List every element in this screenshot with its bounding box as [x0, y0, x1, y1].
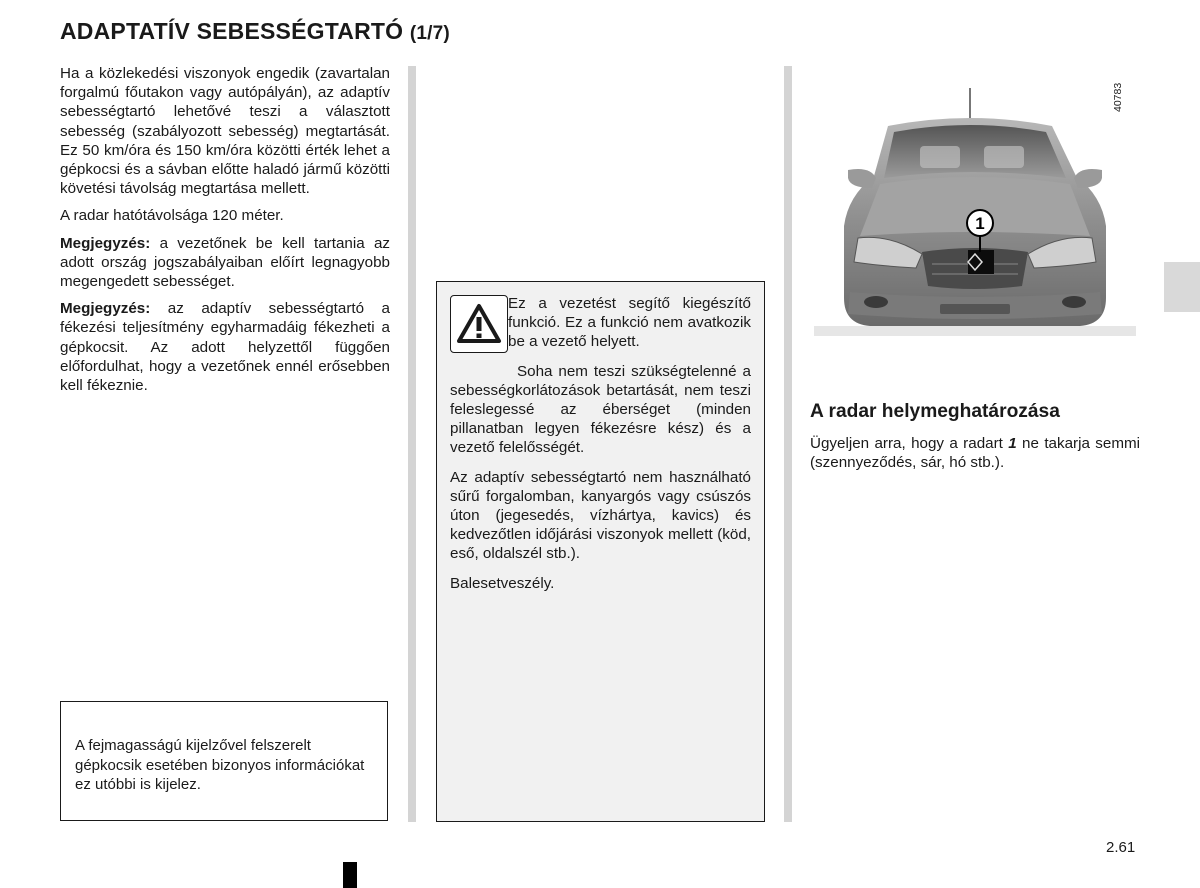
car-front-illustration — [810, 66, 1140, 342]
page-number: 2.61 — [1106, 839, 1136, 856]
note-text: a vezetőnek be kell tartania az adott ország jogszabályaiban előírt legnagyobb megengedett sebességet. — [60, 234, 390, 291]
chapter-tab — [1164, 262, 1200, 312]
warning-text-first: Ez a vezetést segítő kiegészítő funkció. Ez a funkció nem avatkozik be a vezető helyett. — [508, 295, 751, 351]
page-marker — [343, 862, 357, 888]
column-divider — [408, 66, 416, 822]
warning-triangle-icon — [450, 295, 508, 353]
warning-box — [436, 281, 765, 822]
note-speed-limit — [60, 234, 390, 292]
note-text: az adaptív sebességtartó a fékezési teljesítmény egyharmadáig fékezheti a gépkocsit. Az adott helyzettől függően előfordulhat, hogy a vezetőnek ennél erősebben kell fékeznie. — [60, 300, 390, 395]
text-after: ne takarja semmi (szennyeződés, sár, hó stb.). — [810, 435, 1140, 472]
reference-number: 1 — [1008, 435, 1017, 452]
note-label: Megjegyzés: — [60, 300, 151, 318]
head-up-display-note-box — [60, 701, 388, 821]
page-title — [60, 18, 450, 45]
callout-label: 1 — [975, 214, 985, 233]
note-box-text: A fejmagasságú kijelzővel felszerelt gépkocsik esetében bizonyos információkat ez utóbbi is kijelez. — [75, 737, 365, 793]
title-text: ADAPTATÍV SEBESSÉGTARTÓ — [60, 18, 404, 44]
section-heading: A radar helymeghatározása — [810, 401, 1060, 422]
title-page-indicator: (1/7) — [409, 23, 450, 44]
radar-range-paragraph: A radar hatótávolsága 120 méter. — [60, 207, 284, 225]
note-braking — [60, 299, 390, 395]
text-before: Ügyeljen arra, hogy a radart — [810, 435, 1009, 452]
radar-location-paragraph — [810, 434, 1140, 472]
column-divider — [784, 66, 792, 822]
left-column — [60, 64, 390, 403]
warning-text-fourth: Balesetveszély. — [450, 574, 555, 592]
figure-number: 40783 — [1112, 82, 1124, 112]
warning-text-third: Az adaptív sebességtartó nem használható sűrű forgalomban, kanyargós vagy csúszós úton (jegesedés, vízhártya, kavics) és kedvezőtlen időjárási viszonyok mellett (köd, eső, oldalszél stb.). — [450, 468, 751, 563]
warning-text-second: Soha nem teszi szükségtelenné a sebességkorlátozások betartását, nem teszi feleslegessé az éberséget (minden pillanatban legyen fékezésre kész) és a vezető felelősségét. — [450, 362, 751, 457]
intro-paragraph: Ha a közlekedési viszonyok engedik (zavartalan forgalmú főutakon vagy autópályán), az adaptív sebességtartó lehetővé teszi a választott sebesség (szabályozott sebesség) megtartását. Ez 50 km/óra és 150 km/óra közötti érték lehet a gépkocsi és a sávban előtte haladó jármű közötti követési távolság megtartása mellett. — [60, 65, 390, 198]
note-label: Megjegyzés: — [60, 234, 151, 252]
